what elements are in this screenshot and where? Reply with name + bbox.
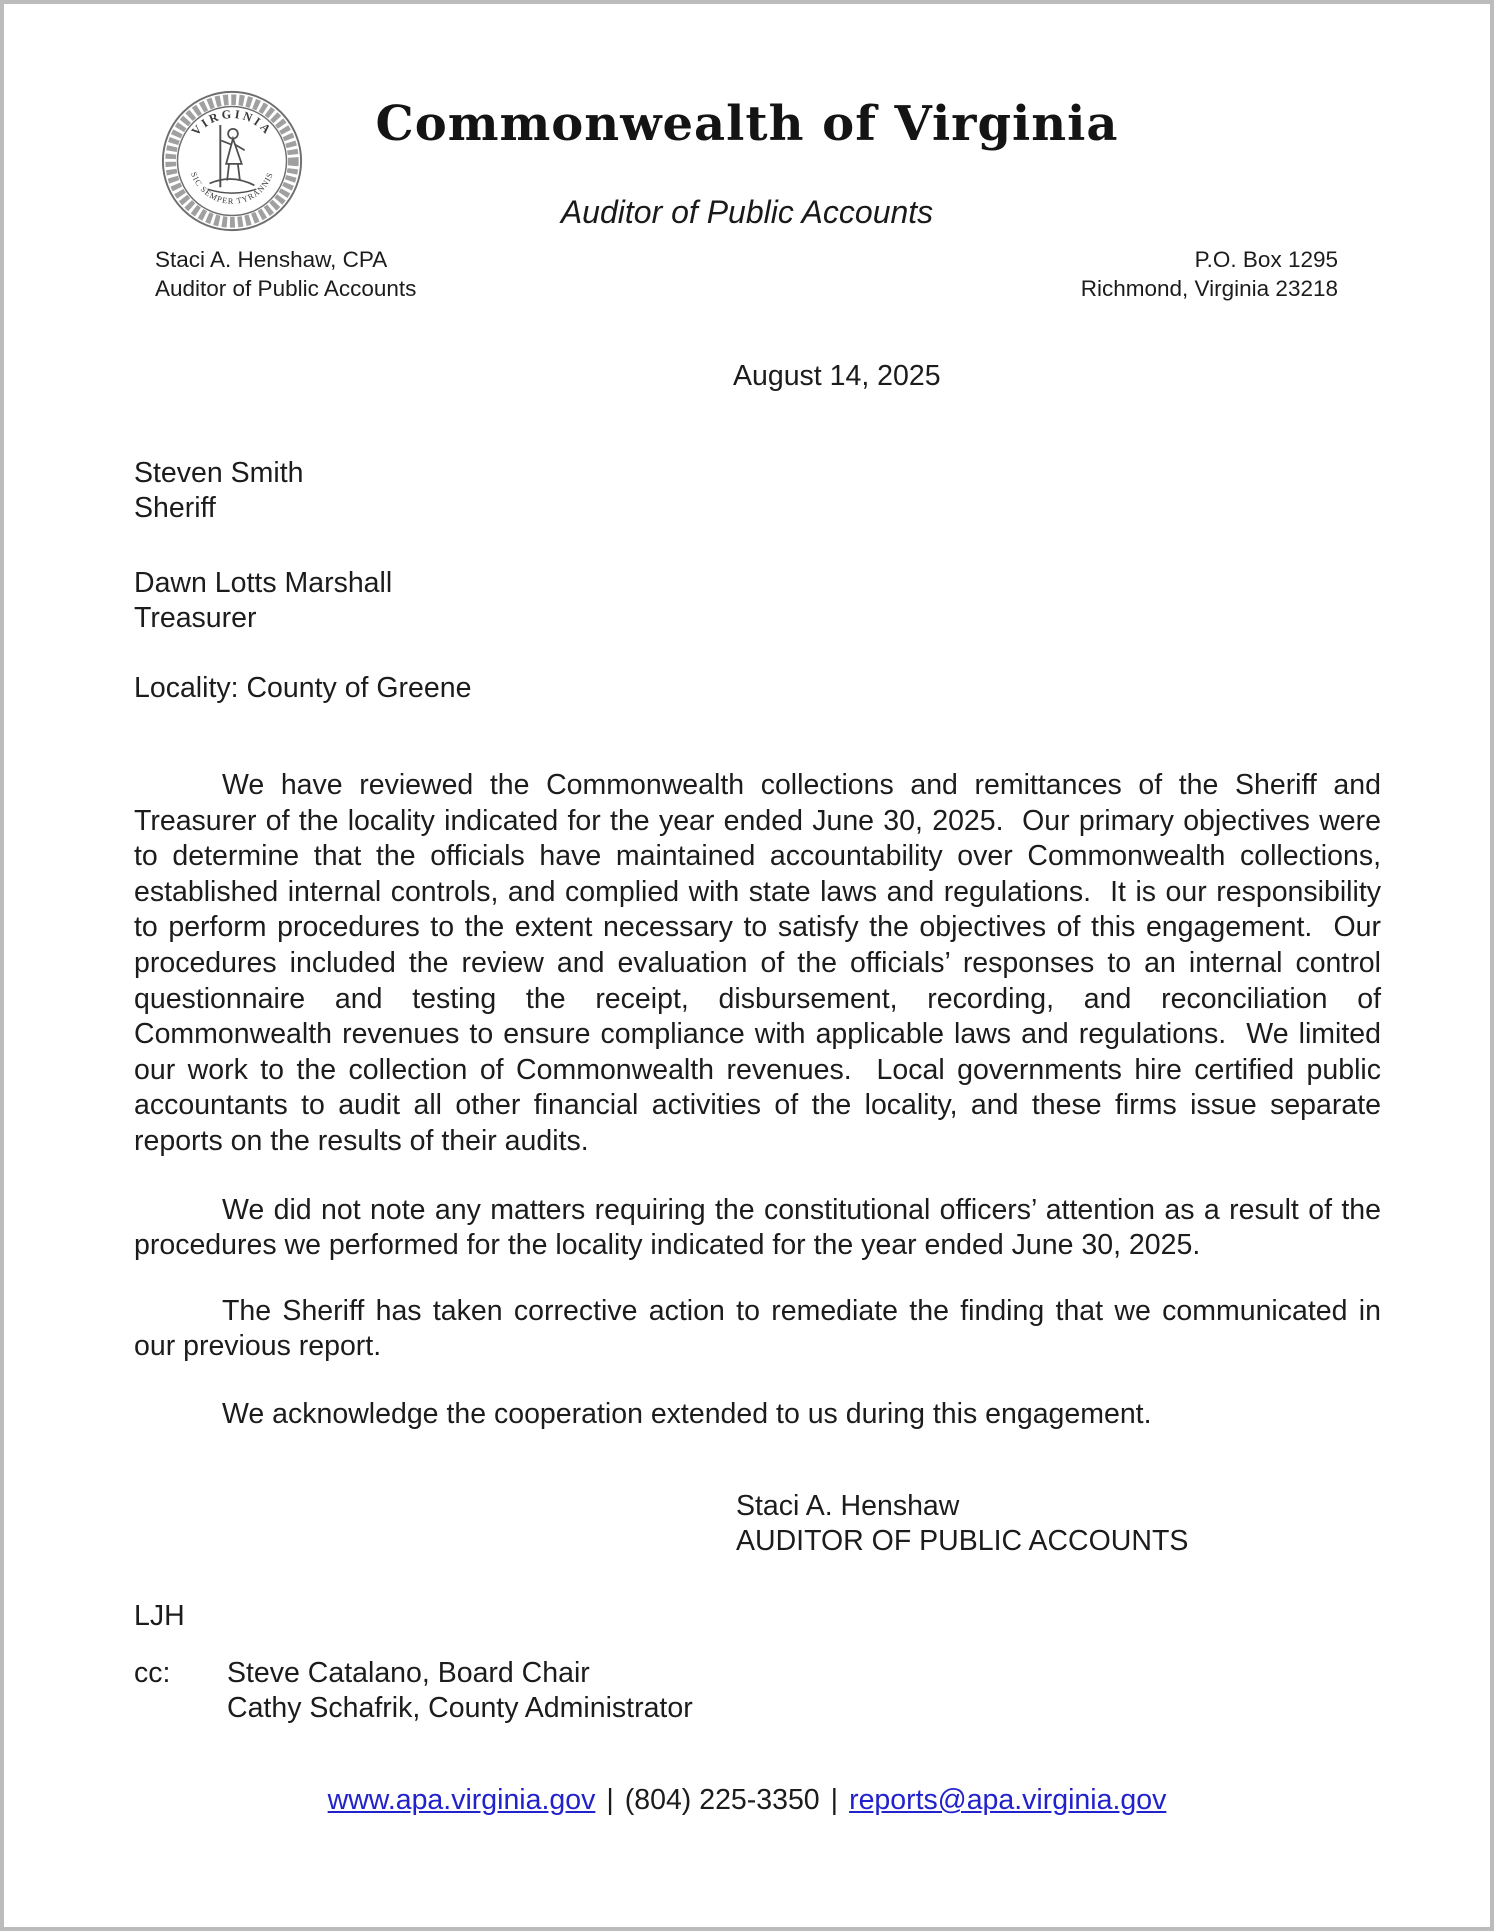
cc-block [134, 1656, 1490, 1726]
body-paragraph: The Sheriff has taken corrective action to remediate the finding that we communicated in our previous report. [134, 1294, 1389, 1363]
cc-label: cc: [134, 1656, 171, 1689]
signature-title: AUDITOR OF PUBLIC ACCOUNTS [736, 1524, 1189, 1557]
recipient-name: Dawn Lotts Marshall [134, 567, 393, 599]
letterhead-contact-row [155, 246, 1338, 303]
auditor-name: Staci A. Henshaw, CPA [155, 247, 388, 272]
cc-row [134, 1656, 1490, 1691]
seal-motto-text: SIC SEMPER TYRANNIS [189, 170, 275, 206]
body-paragraph: We acknowledge the cooperation extended to us during this engagement. [222, 1397, 1152, 1430]
po-box-line: P.O. Box 1295 [1194, 247, 1338, 272]
letterhead-title: Commonwealth of Virginia [375, 96, 1119, 152]
virginia-state-seal-icon [159, 85, 305, 237]
reference-initials: LJH [134, 1599, 185, 1632]
recipient-title: Treasurer [134, 602, 257, 634]
cc-entry: Cathy Schafrik, County Administrator [227, 1691, 693, 1724]
cc-label-spacer [134, 1691, 227, 1726]
letter-date: August 14, 2025 [733, 360, 941, 392]
signature-name: Staci A. Henshaw [736, 1489, 960, 1522]
body-paragraph: We have reviewed the Commonwealth collections and remittances of the Sheriff and Treasurer of the locality indicated for the year ended June 30, 2025. Our primary objectives were to determine that the officials have maintained accountability over Commonwealth collections, established internal controls, and complied with state laws and regulations. It is our responsibility to perform procedures to the extent necessary to satisfy the objectives of this engagement. Our procedures included the review and evaluation of the officials’ responses to an internal control questionnaire and testing the receipt, disbursement, recording, and reconciliation of Commonwealth revenues to ensure compliance with applicable laws and regulations. We limited our work to the collection of Commonwealth revenues. Local governments hire certified public accountants to audit all other financial activities of the locality, and these firms issue separate reports on the results of their audits. [134, 769, 1389, 1157]
website-link[interactable]: www.apa.virginia.gov [327, 1784, 596, 1816]
footer-separator: | [606, 1784, 614, 1816]
seal-top-text: VIRGINIA [188, 106, 276, 139]
recipient-name: Steven Smith [134, 457, 304, 489]
city-state-zip-line: Richmond, Virginia 23218 [1080, 275, 1338, 301]
recipient [134, 456, 1490, 526]
auditor-contact-block [155, 246, 416, 303]
letterhead-subtitle: Auditor of Public Accounts [560, 194, 934, 230]
email-link[interactable]: reports@apa.virginia.gov [849, 1784, 1167, 1816]
recipient [134, 566, 1490, 636]
recipient-block [134, 456, 1490, 706]
letter-body [134, 768, 1389, 1433]
recipient-title: Sheriff [134, 492, 216, 524]
office-address-block [1081, 246, 1338, 303]
locality-line: Locality: County of Greene [134, 672, 472, 704]
footer-separator: | [830, 1784, 839, 1816]
cc-row [134, 1691, 1490, 1726]
cc-entry: Steve Catalano, Board Chair [227, 1656, 590, 1689]
signature-block [736, 1489, 1490, 1559]
footer [4, 1783, 1490, 1818]
auditor-title: Auditor of Public Accounts [155, 275, 417, 301]
phone-number: (804) 225-3350 [624, 1784, 820, 1816]
body-paragraph: We did not note any matters requiring the constitutional officers’ attention as a result of the procedures we performed for the locality indicated for the year ended June 30, 2025. [134, 1193, 1389, 1262]
